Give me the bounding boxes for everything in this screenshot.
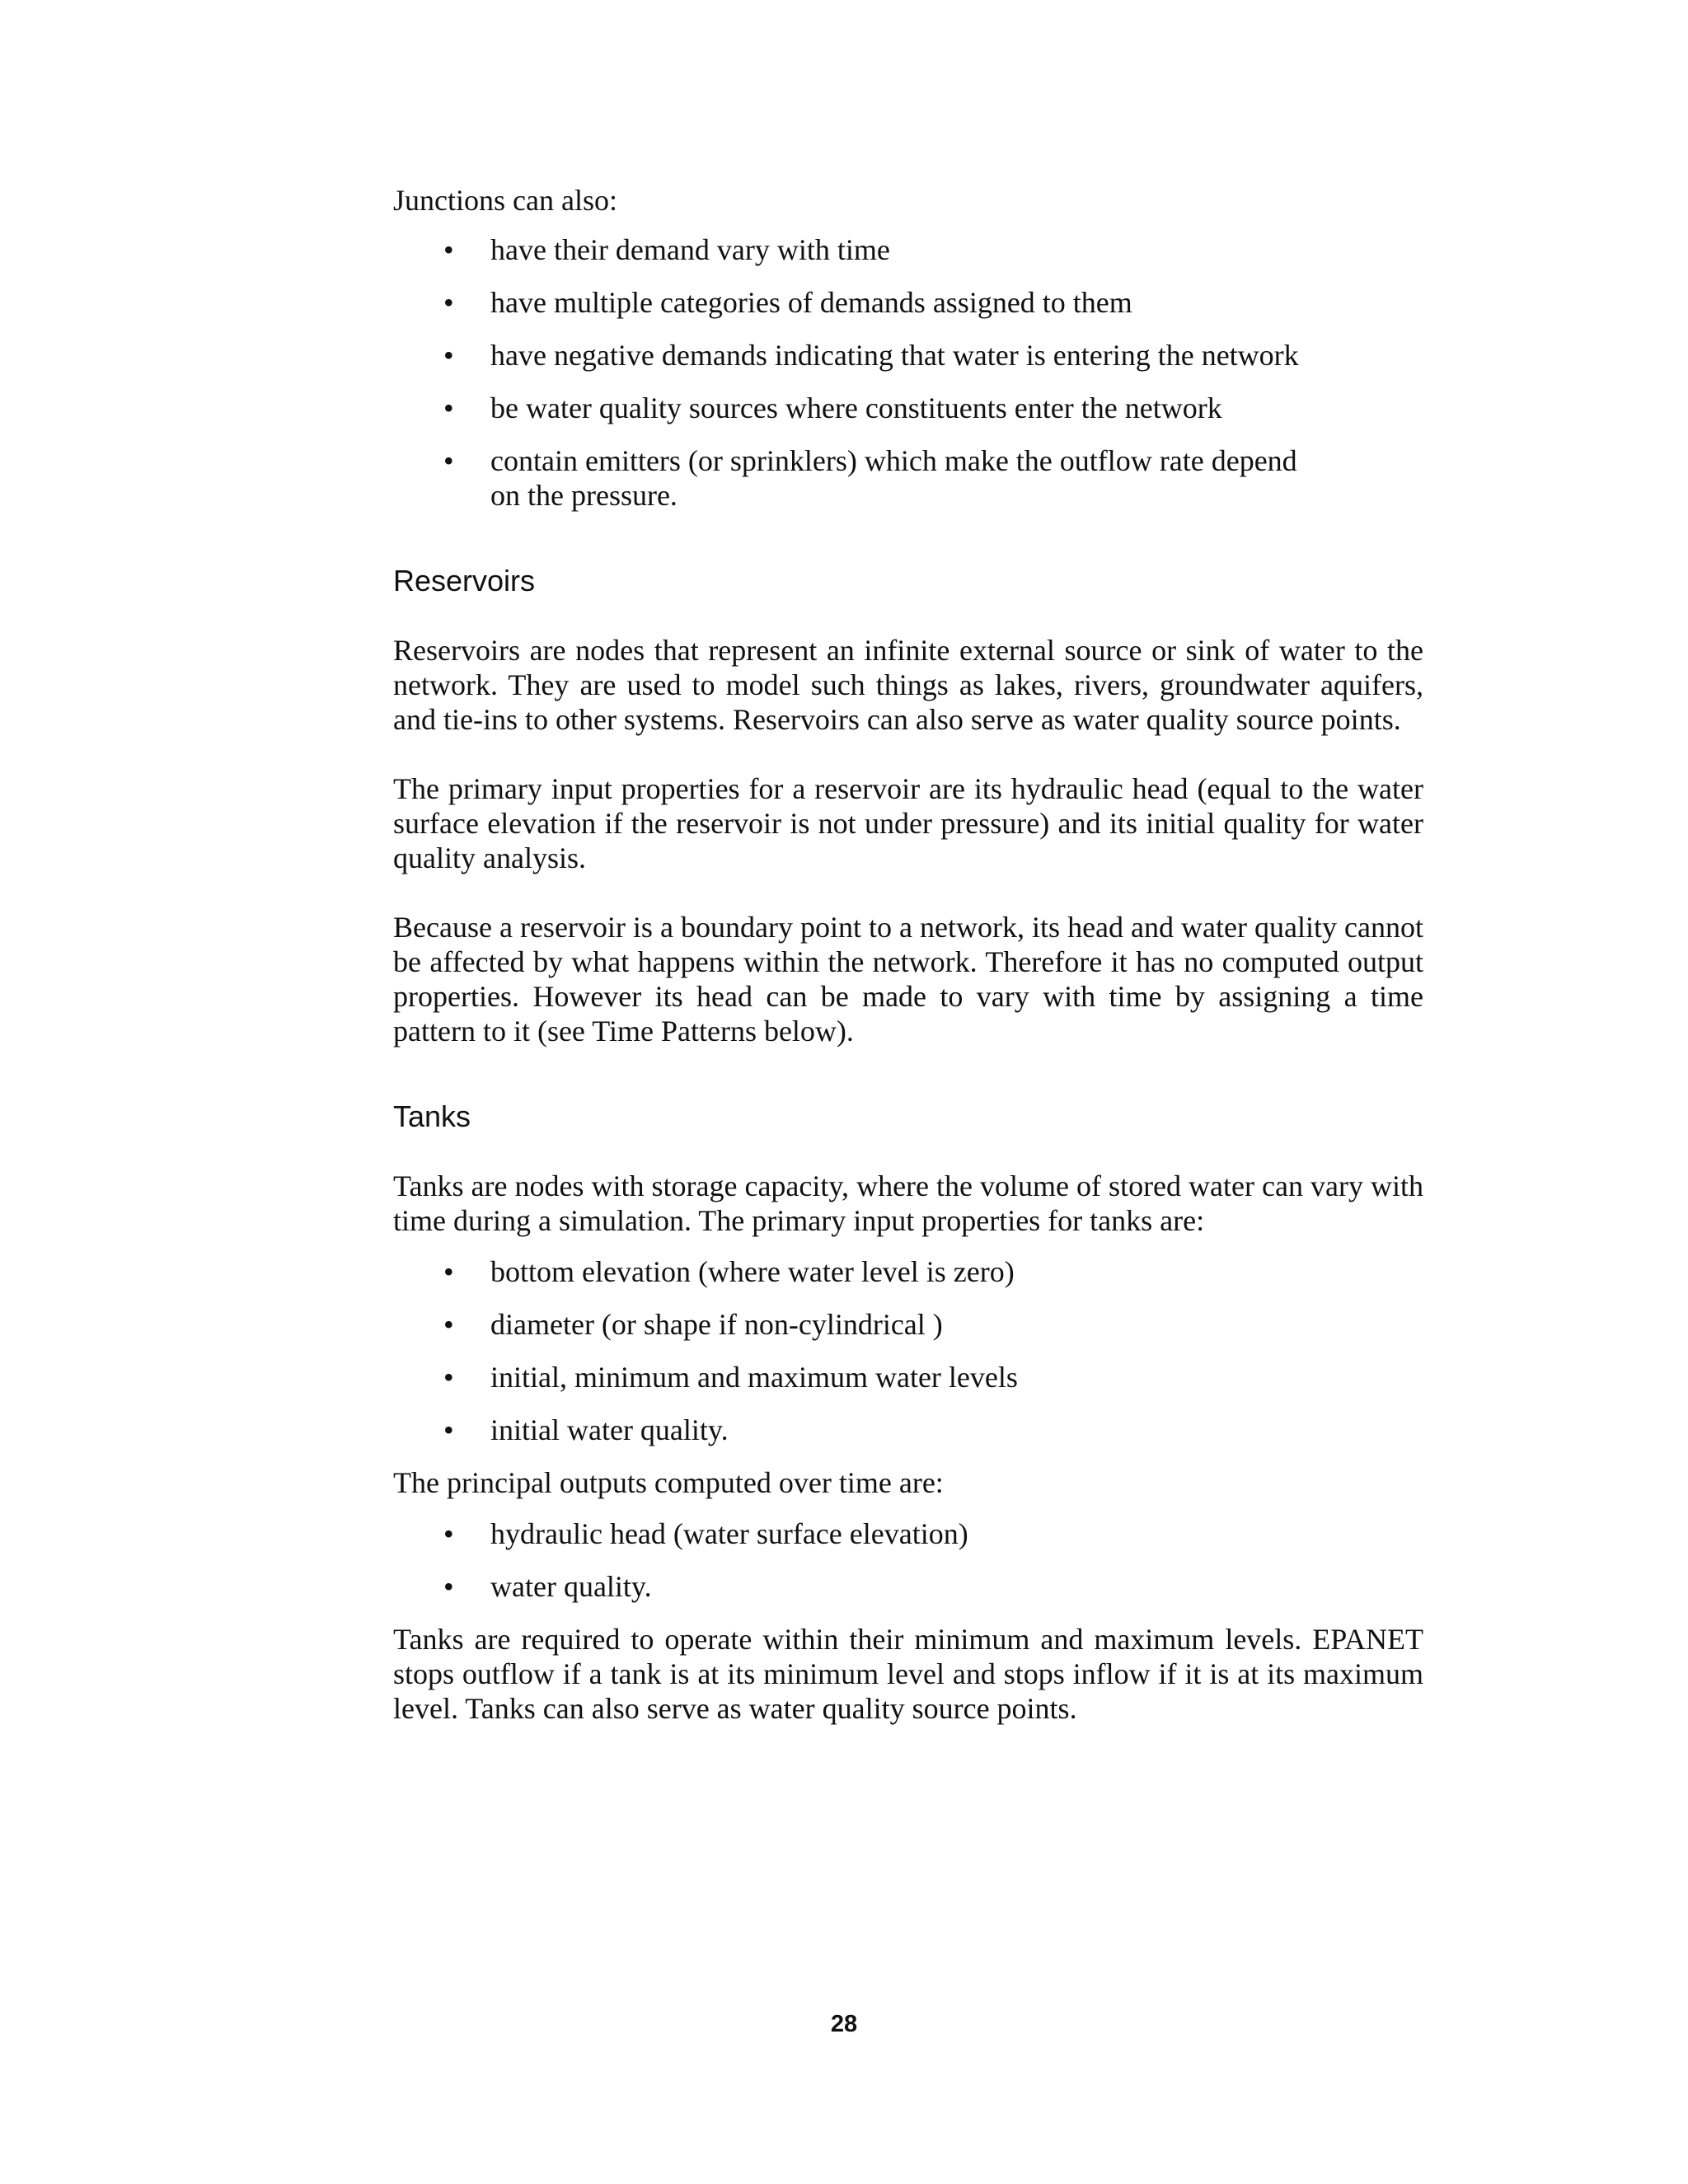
tanks-paragraph-2: Tanks are required to operate within their minimum and maximum levels. EPANET stops outflow if a tank is at its minimum level and stops inflow if it is at its maximum level. Tanks can also serve as water quality source points. xyxy=(393,1623,1423,1725)
tanks-output-bullet-list xyxy=(393,1516,1423,1604)
list-item: • water quality. xyxy=(443,1570,652,1603)
bullet-icon: • xyxy=(443,233,454,266)
bullet-icon: • xyxy=(443,286,454,319)
page-content xyxy=(393,183,1423,1726)
bullet-icon: • xyxy=(443,1255,454,1288)
list-item: • diameter (or shape if non-cylindrical ) xyxy=(443,1308,943,1341)
list-item: • bottom elevation (where water level is zero) xyxy=(443,1255,1015,1288)
reservoirs-paragraph-3: Because a reservoir is a boundary point to a network, its head and water quality cannot be affected by what happens within the network. Therefore it has no computed output properties. However its head can be made to vary with time by assigning a time pattern to it (see Time Patterns below). xyxy=(393,911,1423,1047)
list-item: • initial water quality. xyxy=(443,1413,729,1446)
bullet-icon: • xyxy=(443,1517,454,1550)
reservoirs-heading: Reservoirs xyxy=(393,564,536,598)
list-item: • have multiple categories of demands assigned to them xyxy=(443,286,1132,319)
bullet-icon: • xyxy=(443,1308,454,1341)
list-item: • be water quality sources where constituents enter the network xyxy=(443,391,1222,424)
tanks-heading: Tanks xyxy=(393,1099,471,1133)
junctions-intro: Junctions can also: xyxy=(393,184,617,217)
tanks-outputs-intro: The principal outputs computed over time are: xyxy=(393,1466,944,1499)
list-item: • have negative demands indicating that water is entering the network xyxy=(443,339,1299,372)
tanks-paragraph-1: Tanks are nodes with storage capacity, where the volume of stored water can vary with time during a simulation. The primary input properties for tanks are: xyxy=(393,1169,1423,1237)
bullet-icon: • xyxy=(443,1361,454,1394)
list-item: • initial, minimum and maximum water levels xyxy=(443,1361,1018,1394)
page-number: 28 xyxy=(830,2011,858,2037)
list-item: • hydraulic head (water surface elevation) xyxy=(443,1517,968,1550)
bullet-icon: • xyxy=(443,1570,454,1603)
junctions-bullet-list xyxy=(393,232,1423,513)
bullet-icon: • xyxy=(443,444,454,477)
list-item: • have their demand vary with time xyxy=(443,233,890,266)
bullet-icon: • xyxy=(443,1413,454,1446)
reservoirs-paragraph-2: The primary input properties for a reservoir are its hydraulic head (equal to the water surface elevation if the reservoir is not under pressure) and its initial quality for water quality analysis. xyxy=(393,772,1423,874)
bullet-icon: • xyxy=(443,391,454,424)
reservoirs-paragraph-1: Reservoirs are nodes that represent an infinite external source or sink of water to the network. They are used to model such things as lakes, rivers, groundwater aquifers, and tie-ins to other systems. Reservoirs can also serve as water quality source points. xyxy=(393,634,1423,736)
list-item: • contain emitters (or sprinklers) which make the outflow rate depend on the pressure. xyxy=(443,444,1297,512)
tanks-input-bullet-list xyxy=(393,1254,1423,1447)
bullet-icon: • xyxy=(443,339,454,372)
